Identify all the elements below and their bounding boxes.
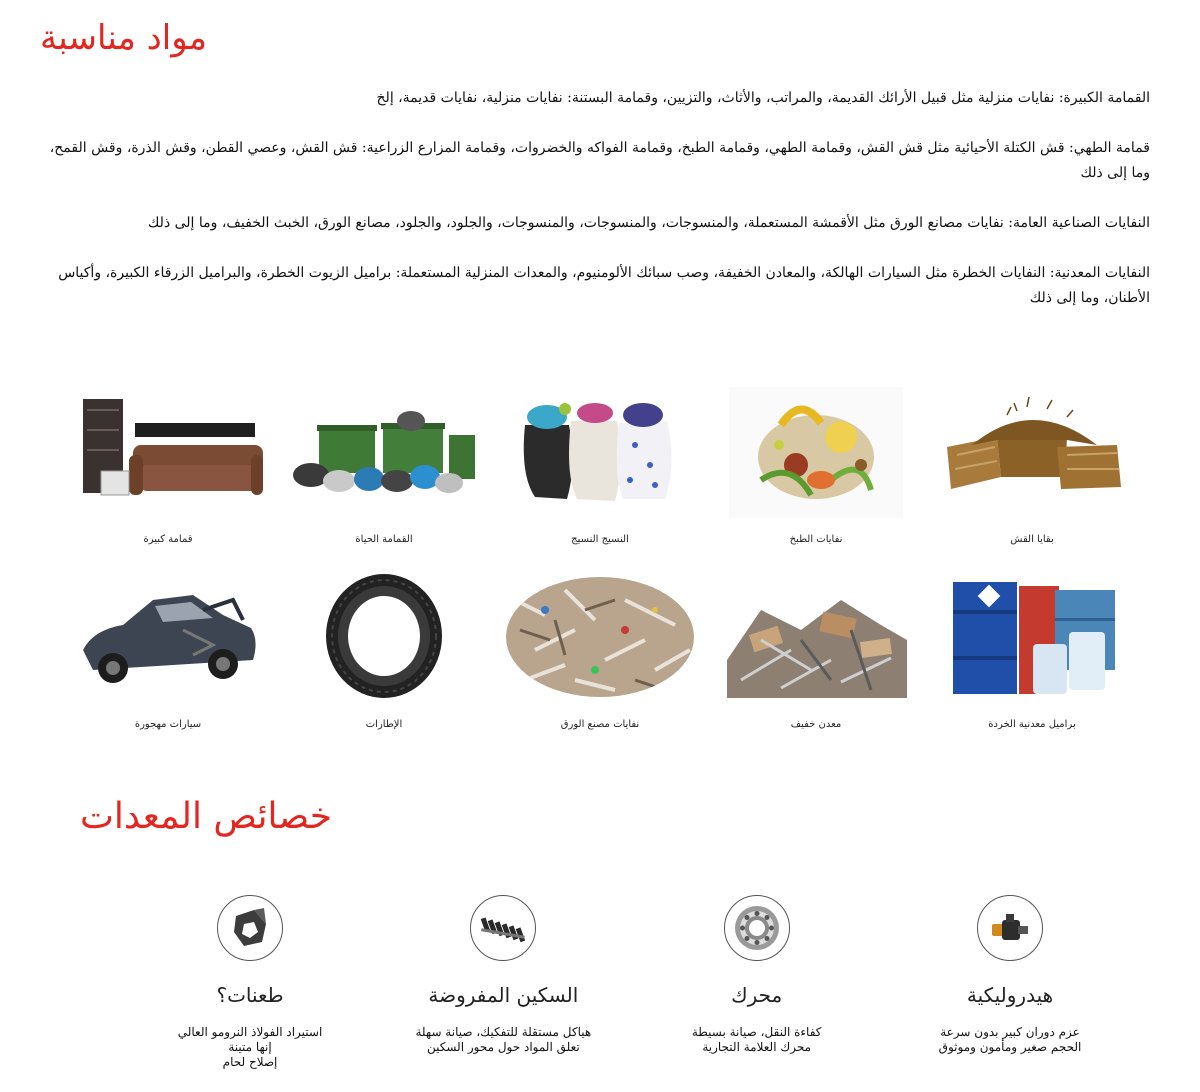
feature-description (178, 1025, 323, 1070)
paper-mill-waste-image (505, 570, 695, 705)
blade-set-icon (470, 895, 536, 961)
light-metal-scrap-image (721, 570, 911, 705)
feature-title: هيدروليكية (966, 983, 1054, 1007)
feature-line: عزم دوران كبير بدون سرعة (940, 1025, 1080, 1039)
material-item (276, 570, 492, 733)
feature-line: الحجم صغير ومأمون وموثوق (938, 1040, 1082, 1054)
materials-gallery (60, 385, 1140, 733)
material-caption: سيارات مهجورة (134, 719, 202, 730)
textile-bags-image (505, 385, 695, 520)
feature-title: السكين المفروضة (428, 983, 579, 1007)
hydraulic-motor-icon (977, 895, 1043, 961)
feature-hydraulic (900, 895, 1120, 1070)
feature-motor (647, 895, 867, 1070)
feature-description (416, 1025, 592, 1055)
metal-barrels-image (937, 570, 1127, 705)
feature-description (939, 1025, 1082, 1055)
features-section-title: خصائص المعدات (80, 796, 332, 837)
material-item (60, 570, 276, 733)
feature-hook-blade (140, 895, 360, 1070)
feature-line: كفاءة النقل، صيانة بسيطة (691, 1025, 822, 1039)
material-caption: الإطارات (365, 719, 403, 730)
material-caption: نفايات مصنع الورق (560, 719, 640, 730)
tire-image (289, 570, 479, 705)
paragraph-industrial-waste: النفايات الصناعية العامة: نفايات مصانع الورق مثل الأقمشة المستعملة، والمنسوجات، والمنسوجات، والمنسوجات، والجلود، والجلود، مصانع الورق، الخبث الخفيف، وما إلى ذلك (147, 215, 1150, 231)
bulky-furniture-image (73, 385, 263, 520)
materials-row-2 (60, 570, 1140, 733)
material-item (708, 385, 924, 548)
material-item (492, 385, 708, 548)
feature-line: استيراد الفولاذ النرومو العالي (177, 1025, 323, 1039)
wrecked-car-image (73, 570, 263, 705)
materials-description (38, 86, 1150, 336)
material-item (924, 385, 1140, 548)
material-caption: القمامة الحياة (355, 534, 413, 545)
straw-bales-image (937, 385, 1127, 520)
feature-line: هياكل مستقلة للتفكيك، صيانة سهلة (415, 1025, 592, 1039)
bearing-icon (724, 895, 790, 961)
feature-line: محرك العلامة التجارية (702, 1040, 812, 1054)
material-item (276, 385, 492, 548)
feature-line: تعلق المواد حول محور السكين (426, 1040, 580, 1054)
features-row (140, 895, 1120, 1070)
hook-blade-icon (217, 895, 283, 961)
feature-line: إنها متينة (228, 1040, 272, 1054)
kitchen-waste-image (721, 385, 911, 520)
paragraph-metal-waste: النفايات المعدنية: النفايات الخطرة مثل السيارات الهالكة، والمعادن الخفيفة، وصب سبائك الألومنيوم، والمعدات المنزلية المستعملة: براميل الزيوت الخطرة، والبراميل الزرقاء الكبيرة، وأكياس الأطنان، وما إلى ذلك (58, 265, 1150, 306)
material-item (492, 570, 708, 733)
materials-section-title: مواد مناسبة (40, 18, 207, 58)
material-caption: النسيج النسيج (571, 534, 629, 545)
feature-title: طعنات؟ (216, 983, 284, 1007)
feature-blades (393, 895, 613, 1070)
feature-description (692, 1025, 822, 1055)
material-caption: بقايا القش (1010, 534, 1054, 545)
material-item (708, 570, 924, 733)
material-caption: نفايات الطبخ (789, 534, 843, 545)
material-caption: قمامة كبيرة (143, 534, 193, 545)
material-caption: معدن خفيف (790, 719, 842, 730)
material-item (924, 570, 1140, 733)
feature-title: محرك (731, 983, 783, 1007)
paragraph-bulky-waste: القمامة الكبيرة: نفايات منزلية مثل قبيل الأرائك القديمة، والمراتب، والأثاث، والتزيين، وقمامة البستنة: نفايات منزلية، نفايات قديمة، إلخ (376, 90, 1150, 106)
paragraph-cooking-waste: قمامة الطهي: قش الكتلة الأحيائية مثل قش القش، وقمامة الطهي، وقمامة الطبخ، وقمامة الفواكه والخضروات، وقمامة المزارع الزراعية: قش القش، وعصي القطن، وقش الذرة، وقش القمح، وما إلى ذلك (49, 140, 1150, 181)
materials-row-1 (60, 385, 1140, 548)
feature-line: إصلاح لحام (222, 1055, 278, 1069)
household-garbage-image (289, 385, 479, 520)
material-caption: براميل معدنية الخردة (988, 719, 1076, 730)
material-item (60, 385, 276, 548)
